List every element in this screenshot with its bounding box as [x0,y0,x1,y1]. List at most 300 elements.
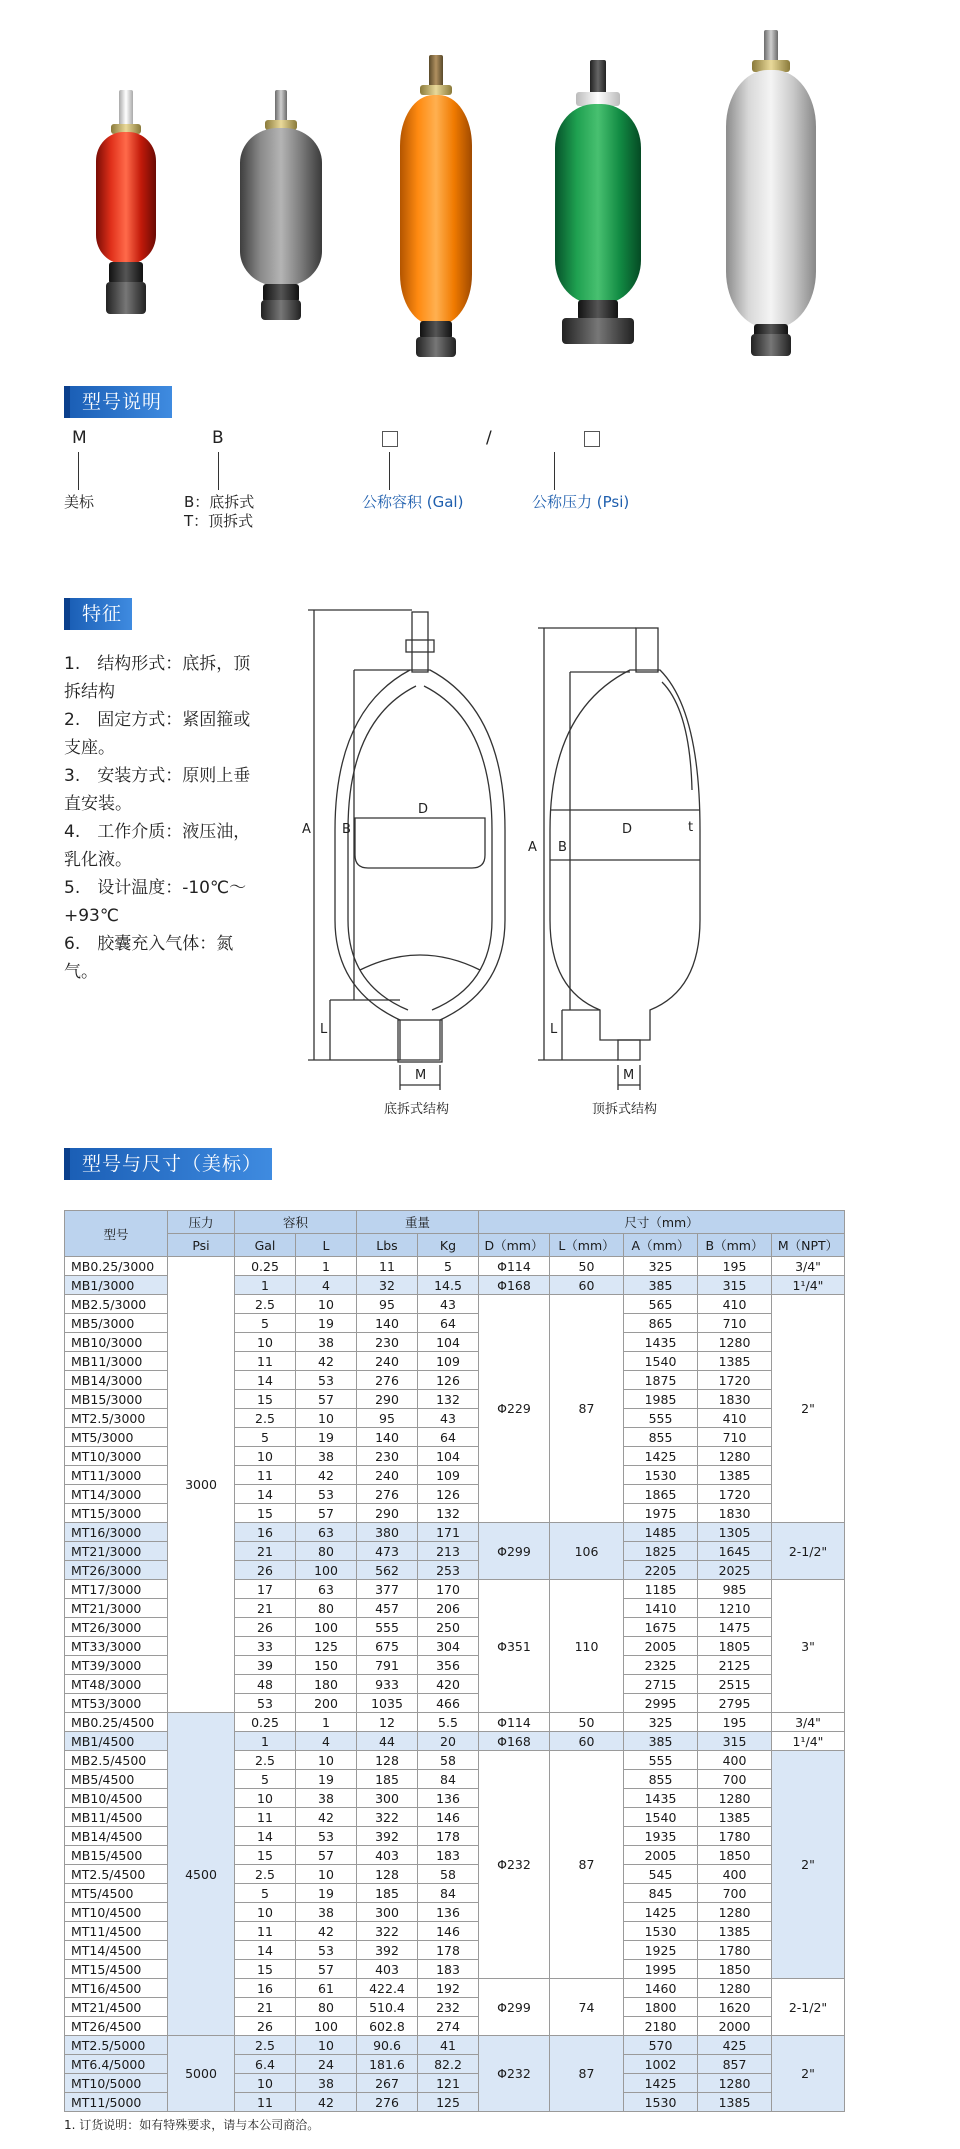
cell-lbs: 403 [357,1960,418,1979]
cell-model: MB1/4500 [65,1732,168,1751]
cell-b: 985 [698,1580,772,1599]
section-dimensions-header [64,1148,272,1180]
cell-kg: 304 [418,1637,479,1656]
dim-label-l2: L [550,1022,558,1037]
th-model: 型号 [65,1211,168,1257]
th-pressure: 压力 [168,1211,235,1234]
th-kg: Kg [418,1234,479,1257]
cell-b: 410 [698,1409,772,1428]
cell-kg: 136 [418,1903,479,1922]
code-line-m [78,452,79,490]
cell-a: 2205 [624,1561,698,1580]
cell-model: MB2.5/4500 [65,1751,168,1770]
cell-a: 565 [624,1295,698,1314]
cell-gal: 14 [235,1371,296,1390]
cell-kg: 20 [418,1732,479,1751]
cell-d: Φ299 [479,1523,550,1580]
cell-a: 1435 [624,1789,698,1808]
cell-lbs: 300 [357,1789,418,1808]
cell-lmm: 87 [550,1751,624,1979]
cell-lmm: 50 [550,1713,624,1732]
cell-pressure: 5000 [168,2036,235,2112]
code-char-b: B [212,428,224,448]
cell-gal: 10 [235,1789,296,1808]
cell-model: MB10/4500 [65,1789,168,1808]
cell-model: MB14/3000 [65,1371,168,1390]
dim-label-b2: B [558,840,567,855]
cell-m: 3/4" [772,1257,845,1276]
cell-a: 325 [624,1713,698,1732]
cell-lbs: 555 [357,1618,418,1637]
cell-model: MB11/4500 [65,1808,168,1827]
cell-lbs: 675 [357,1637,418,1656]
cell-pressure: 3000 [168,1257,235,1713]
cell-kg: 466 [418,1694,479,1713]
accumulator-red-photo [96,90,156,320]
cell-model: MT11/5000 [65,2093,168,2112]
cell-lbs: 300 [357,1903,418,1922]
cell-model: MB1/3000 [65,1276,168,1295]
cell-lbs: 128 [357,1751,418,1770]
cell-a: 1875 [624,1371,698,1390]
cell-lbs: 90.6 [357,2036,418,2055]
cell-model: MT6.4/5000 [65,2055,168,2074]
feature-item: 3. 安装方式：原则上垂直安装。 [64,766,251,814]
cell-lbs: 473 [357,1542,418,1561]
cell-a: 865 [624,1314,698,1333]
cell-b: 1620 [698,1998,772,2017]
cell-model: MT48/3000 [65,1675,168,1694]
cell-model: MT10/3000 [65,1447,168,1466]
cell-a: 1425 [624,1903,698,1922]
cell-d: Φ232 [479,1751,550,1979]
cell-model: MT26/4500 [65,2017,168,2036]
cell-kg: 232 [418,1998,479,2017]
cell-m: 3/4" [772,1713,845,1732]
cell-a: 1825 [624,1542,698,1561]
cell-b: 425 [698,2036,772,2055]
cell-gal: 0.25 [235,1257,296,1276]
cell-b: 410 [698,1295,772,1314]
cell-gal: 15 [235,1504,296,1523]
cell-liter: 100 [296,1618,357,1637]
cell-kg: 125 [418,2093,479,2112]
cell-model: MB15/3000 [65,1390,168,1409]
spec-table [64,1210,845,2112]
cell-d: Φ232 [479,2036,550,2112]
feature-item: 5. 设计温度：-10℃～+93℃ [64,878,247,926]
cell-model: MT2.5/4500 [65,1865,168,1884]
cell-kg: 104 [418,1333,479,1352]
cell-a: 1002 [624,2055,698,2074]
cell-a: 855 [624,1428,698,1447]
cell-liter: 53 [296,1485,357,1504]
cell-a: 2005 [624,1846,698,1865]
code-char-m: M [72,428,87,448]
cell-lbs: 240 [357,1352,418,1371]
cell-b: 1280 [698,1333,772,1352]
cell-lbs: 403 [357,1846,418,1865]
section-dimensions-title: 型号与尺寸（美标） [70,1148,272,1180]
cell-gal: 17 [235,1580,296,1599]
accumulator-white-photo [726,30,816,355]
cell-b: 1805 [698,1637,772,1656]
dim-label-b: B [342,822,351,837]
code-desc-psi: 公称压力 (Psi) [532,493,630,511]
cell-liter: 10 [296,1751,357,1770]
th-psi: Psi [168,1234,235,1257]
cell-liter: 19 [296,1884,357,1903]
cell-lbs: 933 [357,1675,418,1694]
cell-a: 1435 [624,1333,698,1352]
cell-lbs: 11 [357,1257,418,1276]
th-l: L [296,1234,357,1257]
cell-b: 1830 [698,1390,772,1409]
cell-model: MB2.5/3000 [65,1295,168,1314]
cell-liter: 19 [296,1770,357,1789]
cell-liter: 42 [296,1352,357,1371]
cell-model: MT53/3000 [65,1694,168,1713]
code-desc-b2: T：顶拆式 [184,512,254,530]
cell-gal: 6.4 [235,2055,296,2074]
cell-gal: 15 [235,1390,296,1409]
cell-lmm: 87 [550,2036,624,2112]
cell-liter: 42 [296,2093,357,2112]
cell-b: 710 [698,1314,772,1333]
code-line-b [218,452,219,490]
cell-b: 2515 [698,1675,772,1694]
cell-gal: 10 [235,2074,296,2093]
cell-liter: 10 [296,1409,357,1428]
cell-liter: 63 [296,1523,357,1542]
cell-gal: 14 [235,1827,296,1846]
cell-model: MT26/3000 [65,1561,168,1580]
cell-lbs: 392 [357,1827,418,1846]
cell-lbs: 12 [357,1713,418,1732]
cell-model: MT5/4500 [65,1884,168,1903]
cell-b: 2125 [698,1656,772,1675]
cell-model: MT14/3000 [65,1485,168,1504]
cell-liter: 53 [296,1827,357,1846]
cell-gal: 1 [235,1276,296,1295]
cell-lbs: 377 [357,1580,418,1599]
cell-b: 1385 [698,1808,772,1827]
cell-lmm: 110 [550,1580,624,1713]
accumulator-green-photo [555,60,641,350]
cell-lbs: 457 [357,1599,418,1618]
cell-lbs: 230 [357,1447,418,1466]
caption-top-type: 顶拆式结构 [592,1102,658,1117]
th-m: M（NPT） [772,1234,845,1257]
cell-kg: 420 [418,1675,479,1694]
cell-kg: 64 [418,1314,479,1333]
feature-item: 1. 结构形式：底拆，顶拆结构 [64,654,251,702]
code-line-gal [389,452,390,490]
order-note: 1. 订货说明：如有特殊要求，请与本公司商洽。 [64,2118,320,2132]
cell-m: 2" [772,1295,845,1523]
cell-liter: 42 [296,1808,357,1827]
feature-item: 6. 胶囊充入气体：氮气。 [64,934,234,982]
cell-lmm: 87 [550,1295,624,1523]
cell-gal: 11 [235,1808,296,1827]
feature-item: 4. 工作介质：液压油，乳化液。 [64,822,251,870]
cell-model: MT11/3000 [65,1466,168,1485]
cell-gal: 2.5 [235,1751,296,1770]
cell-liter: 1 [296,1257,357,1276]
cell-gal: 10 [235,1333,296,1352]
cell-b: 195 [698,1713,772,1732]
cell-a: 1675 [624,1618,698,1637]
cell-gal: 5 [235,1770,296,1789]
cell-kg: 5.5 [418,1713,479,1732]
cell-gal: 5 [235,1884,296,1903]
dim-label-t: t [688,820,694,835]
feature-list [64,650,264,986]
cell-m: 2" [772,1751,845,1979]
cell-liter: 57 [296,1960,357,1979]
cell-kg: 192 [418,1979,479,1998]
cell-liter: 61 [296,1979,357,1998]
cell-kg: 104 [418,1447,479,1466]
cell-gal: 26 [235,1618,296,1637]
cell-model: MT2.5/3000 [65,1409,168,1428]
cell-model: MB11/3000 [65,1352,168,1371]
cell-a: 2325 [624,1656,698,1675]
cell-model: MB5/3000 [65,1314,168,1333]
cell-a: 545 [624,1865,698,1884]
cell-lbs: 32 [357,1276,418,1295]
cell-gal: 15 [235,1960,296,1979]
cell-b: 315 [698,1276,772,1295]
code-desc-m: 美标 [64,493,95,511]
cell-kg: 136 [418,1789,479,1808]
cell-a: 570 [624,2036,698,2055]
cell-lmm: 50 [550,1257,624,1276]
cell-kg: 132 [418,1390,479,1409]
cell-gal: 5 [235,1314,296,1333]
cell-m: 1¹/4" [772,1732,845,1751]
cell-kg: 178 [418,1941,479,1960]
cell-gal: 21 [235,1542,296,1561]
cell-lmm: 106 [550,1523,624,1580]
cell-b: 710 [698,1428,772,1447]
code-box-psi [584,431,600,447]
cell-b: 1280 [698,1979,772,1998]
section-features-header [64,598,132,630]
cell-lbs: 510.4 [357,1998,418,2017]
cell-model: MB15/4500 [65,1846,168,1865]
table-row [65,2036,845,2055]
cell-model: MT21/3000 [65,1542,168,1561]
cell-liter: 200 [296,1694,357,1713]
cell-m: 3" [772,1580,845,1713]
cell-kg: 213 [418,1542,479,1561]
cell-lbs: 422.4 [357,1979,418,1998]
cell-lmm: 74 [550,1979,624,2036]
cell-lbs: 322 [357,1808,418,1827]
cell-m: 1¹/4" [772,1276,845,1295]
cell-d: Φ114 [479,1713,550,1732]
cell-a: 385 [624,1732,698,1751]
cell-a: 1485 [624,1523,698,1542]
cell-model: MT14/4500 [65,1941,168,1960]
th-b: B（mm） [698,1234,772,1257]
cell-gal: 39 [235,1656,296,1675]
cell-a: 1425 [624,1447,698,1466]
cell-model: MB0.25/4500 [65,1713,168,1732]
cell-liter: 63 [296,1580,357,1599]
cell-lbs: 290 [357,1504,418,1523]
cell-gal: 1 [235,1732,296,1751]
cell-a: 385 [624,1276,698,1295]
cell-lbs: 602.8 [357,2017,418,2036]
code-desc-gal: 公称容积 (Gal) [362,493,464,511]
structure-diagram [300,590,860,1120]
cell-kg: 121 [418,2074,479,2093]
cell-gal: 11 [235,2093,296,2112]
cell-b: 1780 [698,1827,772,1846]
cell-model: MT39/3000 [65,1656,168,1675]
cell-b: 1780 [698,1941,772,1960]
cell-liter: 38 [296,1903,357,1922]
cell-b: 2000 [698,2017,772,2036]
cell-m: 2-1/2" [772,1523,845,1580]
cell-liter: 10 [296,2036,357,2055]
cell-kg: 178 [418,1827,479,1846]
cell-gal: 10 [235,1903,296,1922]
cell-gal: 16 [235,1523,296,1542]
cell-kg: 356 [418,1656,479,1675]
cell-kg: 84 [418,1884,479,1903]
cell-kg: 274 [418,2017,479,2036]
dim-label-m: M [415,1068,427,1083]
cell-gal: 15 [235,1846,296,1865]
cell-lbs: 791 [357,1656,418,1675]
dim-label-a2: A [528,840,537,855]
spec-table-body [65,1257,845,2112]
cell-gal: 21 [235,1998,296,2017]
cell-b: 1645 [698,1542,772,1561]
cell-kg: 250 [418,1618,479,1637]
cell-model: MT21/4500 [65,1998,168,2017]
cell-lbs: 380 [357,1523,418,1542]
cell-liter: 80 [296,1599,357,1618]
cell-d: Φ299 [479,1979,550,2036]
section-features-title: 特征 [70,598,132,630]
cell-gal: 21 [235,1599,296,1618]
cell-liter: 38 [296,2074,357,2093]
dim-label-d2: D [622,822,633,837]
cell-b: 1280 [698,1903,772,1922]
cell-b: 1280 [698,2074,772,2093]
cell-b: 1385 [698,1466,772,1485]
cell-a: 1530 [624,2093,698,2112]
cell-kg: 183 [418,1960,479,1979]
cell-lbs: 185 [357,1884,418,1903]
cell-lbs: 95 [357,1409,418,1428]
cell-lbs: 276 [357,1485,418,1504]
cell-lbs: 290 [357,1390,418,1409]
cell-kg: 14.5 [418,1276,479,1295]
accumulator-orange-photo [400,55,472,355]
cell-kg: 43 [418,1295,479,1314]
cell-kg: 206 [418,1599,479,1618]
cell-gal: 11 [235,1352,296,1371]
cell-b: 1305 [698,1523,772,1542]
cell-model: MT15/4500 [65,1960,168,1979]
cell-b: 1280 [698,1447,772,1466]
cell-a: 1975 [624,1504,698,1523]
cell-a: 1540 [624,1808,698,1827]
cell-lbs: 230 [357,1333,418,1352]
cell-lbs: 276 [357,1371,418,1390]
cell-gal: 16 [235,1979,296,1998]
cell-lbs: 276 [357,2093,418,2112]
cell-b: 1385 [698,2093,772,2112]
cell-model: MB5/4500 [65,1770,168,1789]
cell-gal: 5 [235,1428,296,1447]
table-row [65,1713,845,1732]
cell-b: 315 [698,1732,772,1751]
th-weight: 重量 [357,1211,479,1234]
cell-lbs: 392 [357,1941,418,1960]
cell-liter: 4 [296,1276,357,1295]
cell-model: MB0.25/3000 [65,1257,168,1276]
cell-liter: 100 [296,1561,357,1580]
cell-b: 2795 [698,1694,772,1713]
cell-a: 1935 [624,1827,698,1846]
dim-label-d: D [418,802,429,817]
cell-gal: 0.25 [235,1713,296,1732]
cell-b: 1850 [698,1960,772,1979]
cell-gal: 2.5 [235,1409,296,1428]
cell-gal: 48 [235,1675,296,1694]
cell-gal: 2.5 [235,1865,296,1884]
cell-a: 2180 [624,2017,698,2036]
cell-lbs: 240 [357,1466,418,1485]
code-desc-b1: B：底拆式 [184,493,255,511]
cell-liter: 53 [296,1941,357,1960]
cell-model: MT26/3000 [65,1618,168,1637]
structure-diagram-drawing [300,590,860,1090]
cell-gal: 2.5 [235,2036,296,2055]
cell-liter: 100 [296,2017,357,2036]
cell-kg: 109 [418,1352,479,1371]
cell-gal: 2.5 [235,1295,296,1314]
cell-b: 1210 [698,1599,772,1618]
dim-label-m2: M [623,1068,635,1083]
cell-d: Φ229 [479,1295,550,1523]
cell-liter: 24 [296,2055,357,2074]
cell-kg: 84 [418,1770,479,1789]
cell-kg: 253 [418,1561,479,1580]
cell-lbs: 322 [357,1922,418,1941]
cell-a: 555 [624,1751,698,1770]
section-model-desc-title: 型号说明 [70,386,172,418]
cell-model: MB14/4500 [65,1827,168,1846]
cell-kg: 64 [418,1428,479,1447]
cell-liter: 38 [296,1447,357,1466]
cell-model: MB10/3000 [65,1333,168,1352]
cell-liter: 80 [296,1998,357,2017]
table-row [65,1257,845,1276]
cell-model: MT21/3000 [65,1599,168,1618]
cell-a: 1540 [624,1352,698,1371]
cell-b: 195 [698,1257,772,1276]
cell-kg: 58 [418,1865,479,1884]
cell-a: 1460 [624,1979,698,1998]
cell-a: 2005 [624,1637,698,1656]
